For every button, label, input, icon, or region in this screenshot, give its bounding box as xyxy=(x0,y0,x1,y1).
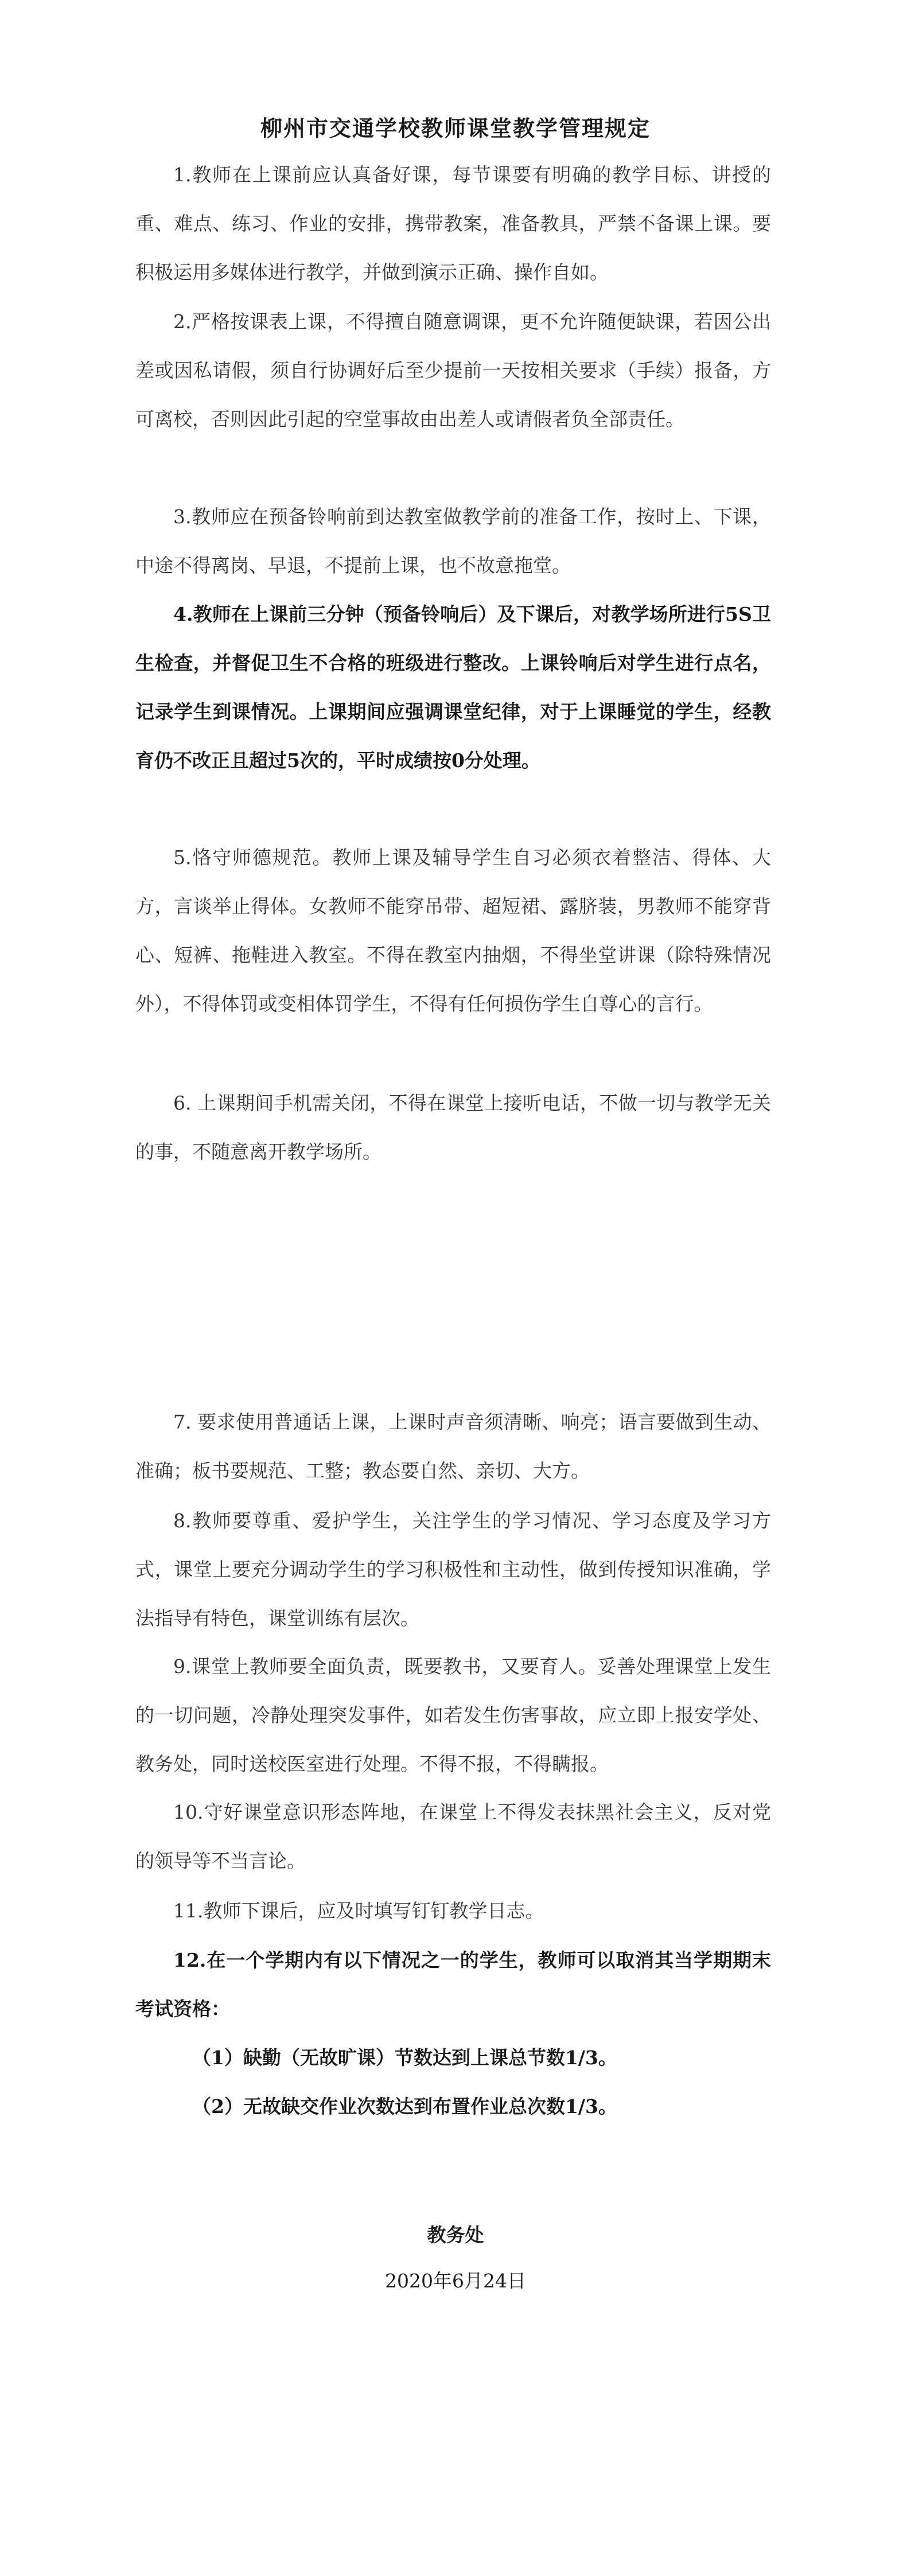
rule-6: 6. 上课期间手机需关闭，不得在课堂上接听电话，不做一切与教学无关的事，不随意离开教学场所。 xyxy=(135,1092,771,1163)
rule-4: 4.教师在上课前三分钟（预备铃响后）及下课后，对教学场所进行5S卫生检查，并督促卫生不合格的班级进行整改。上课铃响后对学生进行点名，记录学生到课情况。上课期间应强调课堂纪律，对于上课睡觉的学生，经教育仍不改正且超过5次的，平时成绩按0分处理。 xyxy=(135,603,771,772)
document-title: 柳州市交通学校教师课堂教学管理规定 xyxy=(260,115,651,141)
rule-1: 1.教师在上课前应认真备好课，每节课要有明确的教学目标、讲授的重、难点、练习、作业的安排，携带教案，准备教具，严禁不备课上课。要积极运用多媒体进行教学，并做到演示正确、操作自如。 xyxy=(135,164,771,283)
condition-2: （2）无故缺交作业次数达到布置作业总次数1/3。 xyxy=(192,2095,617,2118)
issue-date: 2020年6月24日 xyxy=(385,2270,526,2292)
rule-10: 10.守好课堂意识形态阵地，在课堂上不得发表抹黑社会主义，反对党的领导等不当言论。 xyxy=(135,1801,771,1872)
rule-7: 7. 要求使用普通话上课，上课时声音须清晰、响亮；语言要做到生动、准确；板书要规范、工整；教态要自然、亲切、大方。 xyxy=(135,1411,771,1482)
rule-12: 12.在一个学期内有以下情况之一的学生，教师可以取消其当学期期末考试资格： xyxy=(135,1949,771,2020)
rule-5: 5.恪守师德规范。教师上课及辅导学生自习必须衣着整洁、得体、大方，言谈举止得体。女教师不能穿吊带、超短裙、露脐装，男教师不能穿背心、短裤、拖鞋进入教室。不得在教室内抽烟，不得坐堂讲课（除特殊情况外），不得体罚或变相体罚学生，不得有任何损伤学生自尊心的言行。 xyxy=(135,846,771,1015)
rule-3: 3.教师应在预备铃响前到达教室做教学前的准备工作，按时上、下课，中途不得离岗、早退，不提前上课，也不故意拖堂。 xyxy=(135,505,771,577)
rule-8: 8.教师要尊重、爱护学生，关注学生的学习情况、学习态度及学习方式，课堂上要充分调动学生的学习积极性和主动性，做到传授知识准确，学法指导有特色，课堂训练有层次。 xyxy=(135,1509,771,1629)
rule-2: 2.严格按课表上课，不得擅自随意调课，更不允许随便缺课，若因公出差或因私请假，须自行协调好后至少提前一天按相关要求（手续）报备，方可离校，否则因此引起的空堂事故由出差人或请假者负全部责任。 xyxy=(135,310,771,430)
condition-1: （1）缺勤（无故旷课）节数达到上课总节数1/3。 xyxy=(192,2046,617,2069)
rule-11: 11.教师下课后，应及时填写钉钉教学日志。 xyxy=(173,1900,544,1922)
rule-9: 9.课堂上教师要全面负责，既要教书，又要育人。妥善处理课堂上发生的一切问题，冷静处理突发事件，如若发生伤害事故，应立即上报安学处、教务处，同时送校医室进行处理。不得不报，不得瞒报。 xyxy=(135,1655,771,1775)
issuer: 教务处 xyxy=(427,2224,484,2246)
